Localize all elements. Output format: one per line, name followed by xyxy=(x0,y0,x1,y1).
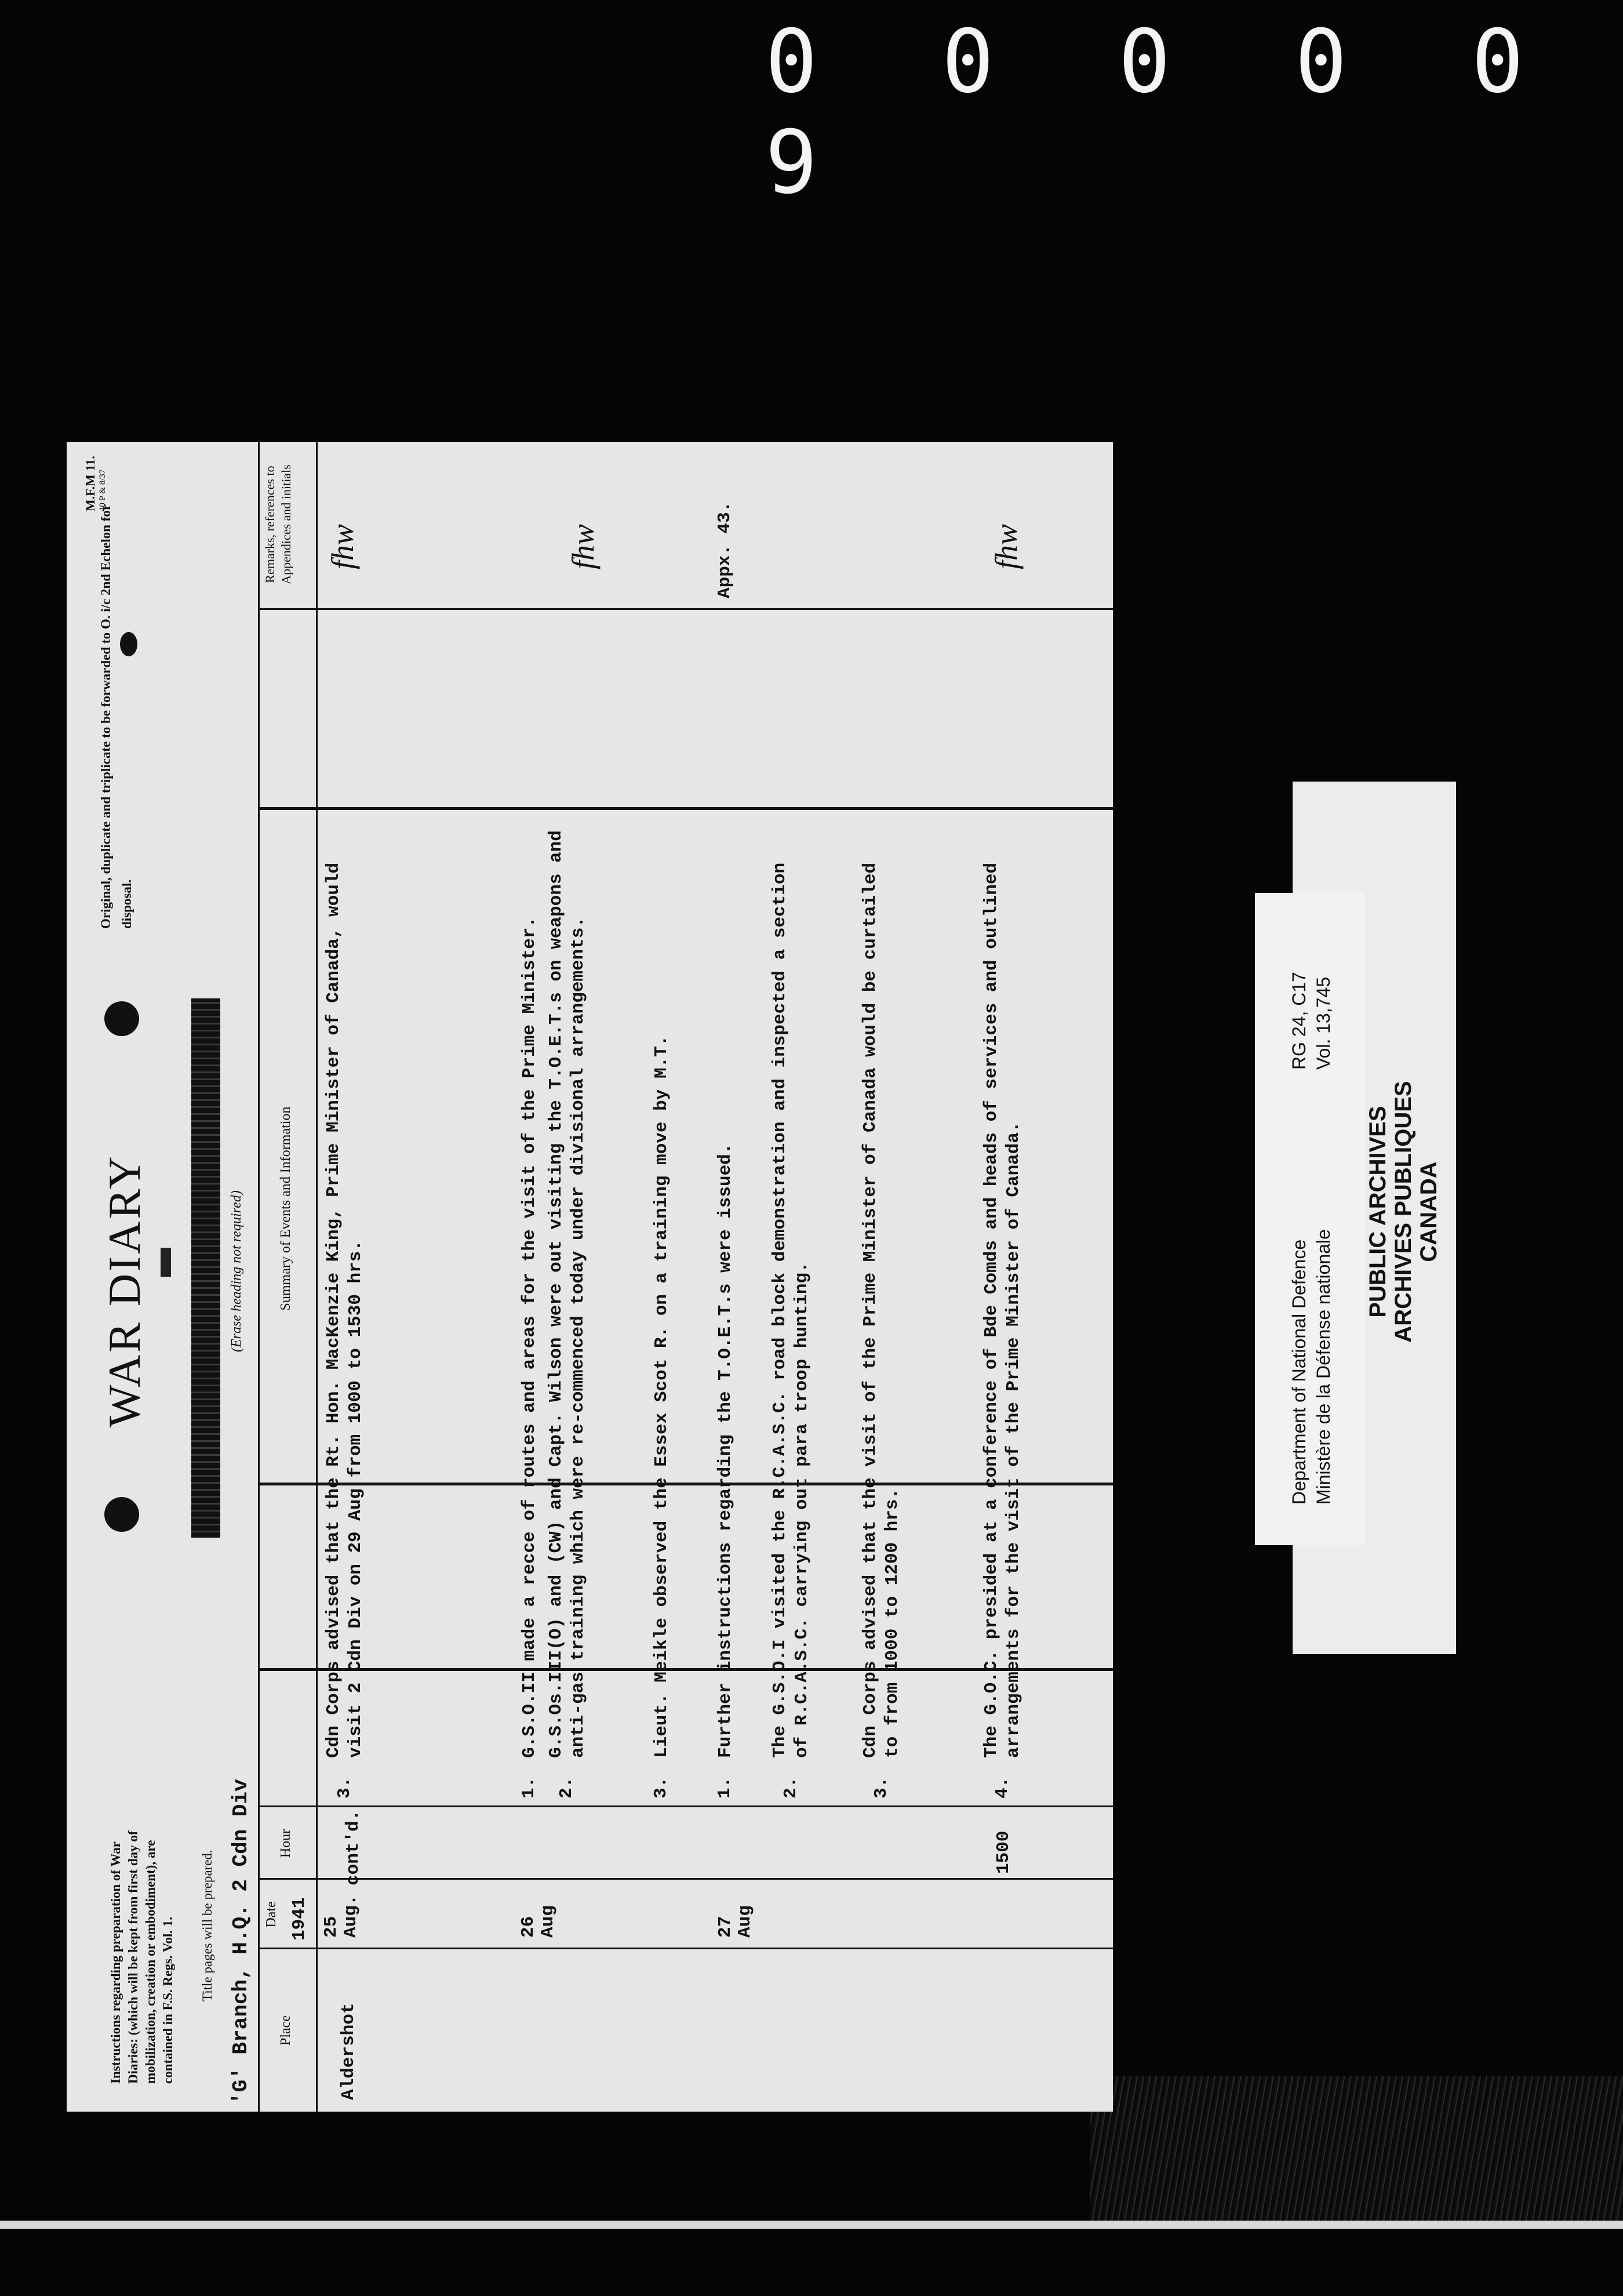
erase-heading-note: (Erase heading not required) xyxy=(229,1190,244,1352)
day-28-layer xyxy=(67,442,1113,2112)
archives-stamp-inner xyxy=(1365,1049,1458,1374)
column-header-place: Place xyxy=(278,2015,293,2046)
entry-text: Further instructions regarding the T.O.E.T.s were issued. xyxy=(715,1143,736,1758)
year-value: 1941 xyxy=(289,1897,310,1941)
appendix-reference: Appx. 43. xyxy=(715,501,735,598)
entry-text: Cdn Corps advised that the Rt. Hon. MacKenzie King, Prime Minister of Canada, would visit 2 Cdn Div on 29 Aug from 1000 to 1530 hrs. xyxy=(323,862,366,1758)
column-header-summary: Summary of Events and Information xyxy=(278,1106,293,1311)
entry-number: 3. xyxy=(651,1777,671,1799)
archives-line-3: CANADA xyxy=(1416,1161,1442,1262)
film-grain xyxy=(1090,2076,1623,2221)
archives-stamp xyxy=(1365,1049,1458,1374)
unit-name: 'G' Branch, H.Q. 2 Cdn Div xyxy=(229,1779,253,2105)
page-title: WAR DIARY xyxy=(99,1154,150,1427)
initials-mark: fhw xyxy=(325,524,360,569)
entry-text: The G.S.O.I visited the R.C.A.S.C. road block demonstration and inspected a section of R.C.A.S.C. carrying out para troop hunting. xyxy=(770,862,812,1758)
volume-number: Vol. 13,745 xyxy=(1313,976,1334,1070)
department-english: Department of National Defence xyxy=(1289,1239,1309,1505)
entry-text: G.S.O.II made a recce of routes and areas for the visit of the Prime Minister. xyxy=(519,916,540,1758)
entry-number: 3. xyxy=(334,1777,355,1799)
archive-card-text xyxy=(1255,893,1365,1545)
initials-mark: fhw xyxy=(989,524,1024,569)
entry-number: 3. xyxy=(871,1777,891,1799)
column-header-date: Date xyxy=(264,1901,279,1928)
department-french: Ministère de la Défense nationale xyxy=(1313,1229,1334,1505)
entry-number: 1. xyxy=(715,1777,735,1799)
entry-text: The G.O.C. presided at a conference of Bde Comds and heads of services and outlined arrangements for the visit of the Prime Minister of Canada. xyxy=(981,862,1024,1758)
entry-number: 2. xyxy=(781,1777,801,1799)
day-28-layer-inner xyxy=(67,442,1113,2112)
entry-number: 2. xyxy=(556,1777,577,1799)
instructions-text: Instructions regarding preparation of War Diaries: (which will be kept from first day of mobilization, creation or embodiment), are contained in F.S. Regs. Vol. 1. xyxy=(108,1830,175,2084)
entry-number: 1. xyxy=(519,1777,539,1799)
title-pages-note: Title pages will be prepared. xyxy=(200,1850,214,2001)
form-code-sub: 40 P & 8/37 xyxy=(98,469,107,511)
entry-text: G.S.Os.III(O) and (CW) and Capt. Wilson were out visiting the T.O.E.T.s on weapons and anti-gas training which were re-commenced today under divisional arrangements. xyxy=(546,830,588,1758)
day-25-hour: cont'd. xyxy=(343,1810,363,1886)
day-27-date: 27 Aug xyxy=(715,1905,755,1938)
entry-number: 4. xyxy=(992,1777,1013,1799)
form-code: M.F.M 11. xyxy=(83,456,97,511)
day-27-hour: 1500 xyxy=(994,1830,1014,1874)
frame-counter: 0 0 0 0 0 9 xyxy=(765,12,1560,213)
entry-text: Lieut. Meikle observed the Essex Scot R. on a training move by M.T. xyxy=(652,1035,672,1758)
film-edge-strip xyxy=(0,2221,1623,2229)
record-group: RG 24, C17 xyxy=(1289,972,1309,1070)
archives-line-2: ARCHIVES PUBLIQUES xyxy=(1391,1081,1416,1343)
distribution-note: Original, duplicate and triplicate to be forwarded to O. i/c 2nd Echelon for disposal. xyxy=(99,504,134,929)
column-header-remarks: Remarks, references to Appendices and initials xyxy=(263,464,293,584)
place-value: Aldershot xyxy=(339,2003,359,2100)
day-26-date: 26 Aug xyxy=(518,1905,558,1938)
archive-card-inner xyxy=(1255,893,1365,1545)
day-25-date: 25 Aug. xyxy=(321,1894,361,1938)
entry-text: Cdn Corps advised that the visit of the Prime Minister of Canada would be curtailed to from 1000 to 1200 hrs. xyxy=(860,862,903,1758)
initials-mark: fhw xyxy=(566,524,601,569)
column-header-hour: Hour xyxy=(278,1829,293,1858)
archives-line-1: PUBLIC ARCHIVES xyxy=(1365,1106,1391,1318)
